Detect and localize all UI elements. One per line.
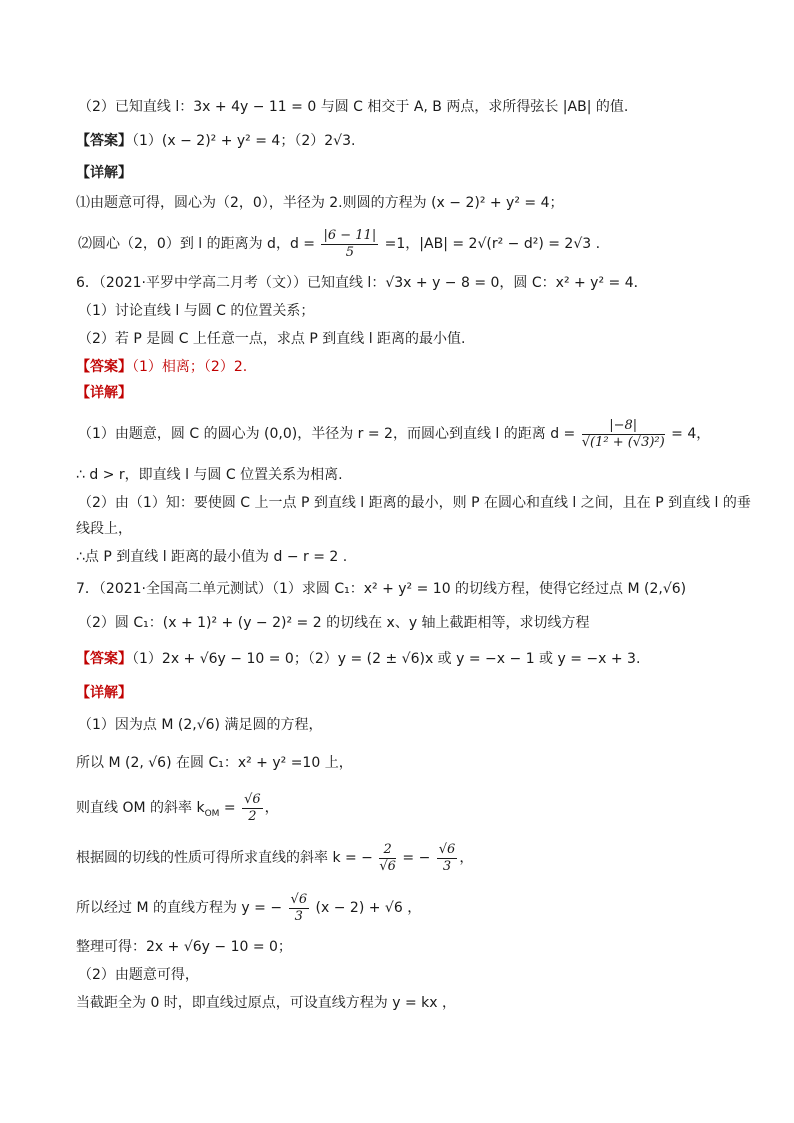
q7-d3-fraction [242, 792, 263, 825]
q7-d3-sub: OM [204, 808, 220, 819]
q5-detail2 [78, 226, 754, 262]
q7-d4 [76, 838, 754, 878]
q7-d4-fraction1 [379, 842, 396, 875]
q5-answer: （1）(x − 2)² + y² = 4；（2）2√3. [132, 133, 356, 149]
q7-d6: 整理可得：2x + √6y − 10 = 0； [76, 939, 292, 955]
q6-detail3a: （2）由（1）知：要使圆 C 上一点 P 到直线 l 距离的最小，则 P 在圆心和直线 l 之间，且在 P 到直线 l 的垂 [78, 495, 751, 511]
q7-d3 [76, 788, 754, 834]
q7-d4-mid: = − [402, 850, 431, 866]
q6-part2: （2）若 P 是圆 C 上任意一点，求点 P 到直线 l 距离的最小值. [78, 331, 466, 347]
q7-d4-num1: 2 [379, 842, 396, 859]
q7-d3-num: √6 [244, 791, 261, 807]
q7-d5 [76, 888, 754, 928]
q6-detail1-a: （1）由题意，圆 C 的圆心为 (0,0)，半径为 r = 2，而圆心到直线 l 的距离 d = [78, 426, 576, 442]
q6-detail1-den: √(1² + (√3)²) [581, 434, 665, 450]
q7-d5-num: √6 [290, 891, 308, 907]
q6-answer-line [76, 356, 754, 378]
detail-label: 【详解】 [76, 385, 132, 401]
q7-d4-den2: 3 [442, 858, 452, 874]
q7-d4-num2: √6 [438, 841, 456, 857]
answer-label: 【答案】 [76, 359, 132, 375]
q7-d5-fraction [289, 892, 310, 925]
q7-detail-label [76, 682, 754, 704]
q7-d8: 当截距全为 0 时，即直线过原点，可设直线方程为 y = kx ， [76, 995, 457, 1011]
q5-detail2-a: ⑵圆心（2，0）到 l 的距离为 d，d = [78, 236, 316, 252]
q5-detail2-den: 5 [345, 244, 354, 260]
q6-title: 6．（2021·平罗中学高二月考（文））已知直线 l：√3x + y − 8 = 0，圆 C：x² + y² = 4． [76, 275, 648, 291]
q6-detail1-fraction [582, 418, 665, 451]
q7-d5-a: 所以经过 M 的直线方程为 y = − [76, 900, 283, 916]
q6-detail2: ∴ d > r，即直线 l 与圆 C 位置关系为相离. [76, 467, 343, 483]
q7-d3-den: 2 [248, 808, 257, 824]
q6-part1: （1）讨论直线 l 与圆 C 的位置关系； [78, 303, 315, 319]
q5-part2: （2）已知直线 l：3x + 4y − 11 = 0 与圆 C 相交于 A, B 两点，求所得弦长 |AB| 的值. [78, 99, 629, 115]
q6-detail1-b: = 4， [671, 426, 711, 442]
q7-d5-den: 3 [294, 908, 303, 924]
q6-detail1 [78, 414, 754, 454]
answer-label: 【答案】 [76, 133, 132, 149]
q6-detail4: ∴点 P 到直线 l 距离的最小值为 d − r = 2 . [76, 549, 348, 565]
q7-d4-end: ， [459, 850, 474, 866]
q7-d4-fraction2 [437, 842, 458, 875]
q7-d5-b: (x − 2) + √6 ， [315, 900, 422, 916]
q7-d4-den1: √6 [379, 858, 396, 874]
detail-label: 【详解】 [76, 165, 132, 181]
q7-d3-a: 则直线 OM 的斜率 k [76, 800, 205, 816]
q7-d7: （2）由题意可得， [78, 967, 199, 983]
q5-detail2-num: |6 − 11| [323, 227, 377, 243]
q7-answer-line [76, 648, 754, 670]
q7-d3-end: ， [264, 800, 279, 816]
q5-detail1: ⑴由题意可得，圆心为（2，0），半径为 2.则圆的方程为 (x − 2)² + y² = 4； [76, 195, 564, 211]
q7-d2: 所以 M (2, √6) 在圆 C₁：x² + y² =10 上， [76, 755, 353, 771]
q7-d1: （1）因为点 M (2,√6) 满足圆的方程， [78, 717, 323, 733]
q5-detail-label [76, 162, 754, 184]
q6-detail3b: 线段上， [76, 521, 132, 537]
answer-label: 【答案】 [76, 651, 132, 667]
q5-detail2-fraction [321, 228, 378, 261]
q7-part2: （2）圆 C₁：(x + 1)² + (y − 2)² = 2 的切线在 x、y 轴上截距相等，求切线方程 [78, 615, 590, 631]
q6-answer: （1）相离；（2）2. [132, 359, 248, 375]
q5-detail2-b: =1，|AB| = 2√(r² − d²) = 2√3 . [384, 236, 601, 252]
detail-label: 【详解】 [76, 685, 132, 701]
q7-answer: （1）2x + √6y − 10 = 0；（2）y = (2 ± √6)x 或 y = −x − 1 或 y = −x + 3. [132, 651, 641, 667]
q7-title: 7．（2021·全国高二单元测试）（1）求圆 C₁：x² + y² = 10 的切线方程，使得它经过点 M (2,√6) [76, 581, 687, 597]
q6-detail1-num: |−8| [582, 418, 665, 435]
q6-detail-label [76, 382, 754, 404]
q7-d4-a: 根据圆的切线的性质可得所求直线的斜率 k = − [76, 850, 373, 866]
q5-answer-line [76, 130, 754, 152]
q7-d3-eq: = [219, 800, 236, 816]
